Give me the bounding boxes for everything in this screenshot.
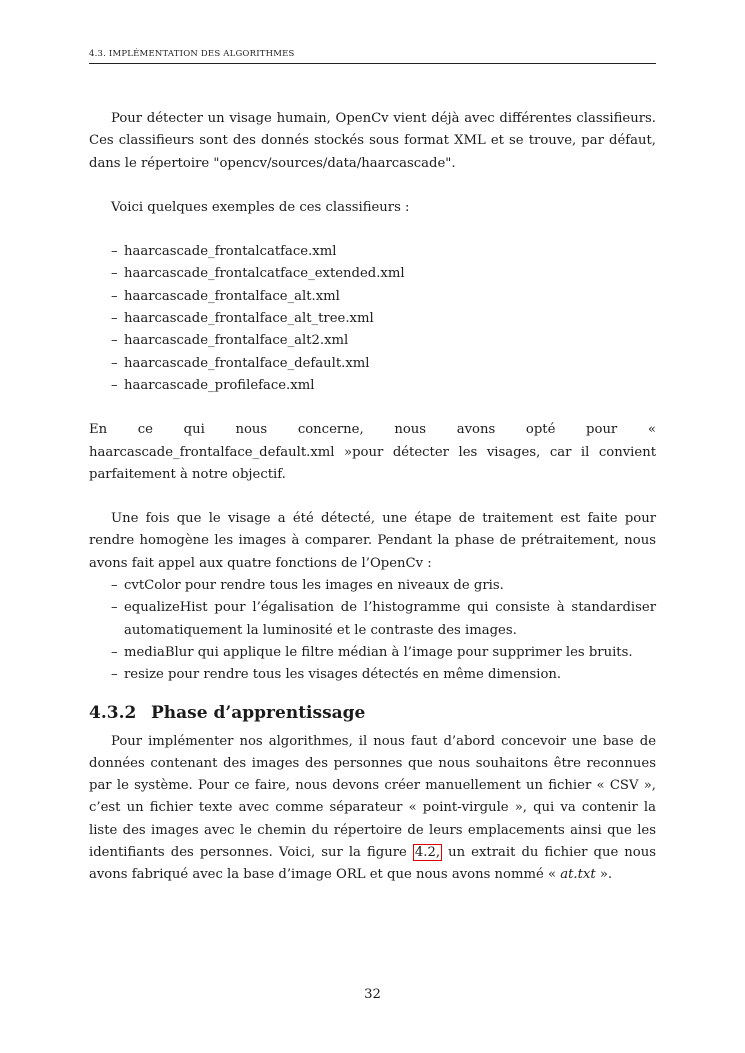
- list-item: – haarcascade_frontalcatface_extended.xml: [111, 263, 656, 285]
- classifier-list: [89, 241, 656, 397]
- list-item: – haarcascade_frontalcatface.xml: [111, 241, 656, 263]
- preprocessing-paragraph: Une fois que le visage a été détecté, une étape de traitement est faite pour rendre homogène les images à comparer. Pendant la phase de prétraitement, nous avons fait appel aux quatre fonctions de l’OpenCv :: [89, 511, 656, 571]
- section-title: Phase d’apprentissage: [151, 702, 366, 723]
- page-body: [89, 108, 656, 887]
- list-item: – haarcascade_frontalface_alt.xml: [111, 286, 656, 308]
- figure-link[interactable]: 4.2,: [414, 845, 441, 861]
- running-header: 4.3. IMPLÉMENTATION DES ALGORITHMES: [89, 49, 295, 59]
- list-item: – haarcascade_frontalface_default.xml: [111, 353, 656, 375]
- learning-paragraph: [89, 731, 656, 887]
- paragraph-text: ».: [595, 867, 613, 883]
- list-item: – haarcascade_frontalface_alt2.xml: [111, 330, 656, 352]
- list-item: – equalizeHist pour l’égalisation de l’histogramme qui consiste à standardiser automatiquement la luminosité et le contraste des images.: [111, 597, 656, 642]
- examples-intro: Voici quelques exemples de ces classifieurs :: [111, 199, 410, 215]
- choice-paragraph: En ce qui nous concerne, nous avons opté pour « haarcascade_frontalface_default.xml »pour détecter les visages, car il convient parfaitement à notre objectif.: [89, 422, 656, 482]
- list-item: – haarcascade_frontalface_alt_tree.xml: [111, 308, 656, 330]
- paragraph-text: un extrait du fichier que nous avons fabriqué avec la base d’image ORL et que nous avons nommé «: [89, 845, 657, 883]
- list-item: – resize pour rendre tous les visages détectés en même dimension.: [111, 664, 656, 686]
- list-item: – mediaBlur qui applique le filtre médian à l’image pour supprimer les bruits.: [111, 642, 656, 664]
- page-number: 32: [364, 987, 381, 1002]
- intro-paragraph: Pour détecter un visage humain, OpenCv vient déjà avec différentes classifieurs. Ces classifieurs sont des donnés stockés sous format XML et se trouve, par défaut, dans le répertoire "opencv/sources/data/haarcascade".: [89, 111, 656, 171]
- list-item: – haarcascade_profileface.xml: [111, 375, 656, 397]
- header-rule: [89, 63, 656, 64]
- list-item: – cvtColor pour rendre tous les images en niveaux de gris.: [111, 575, 656, 597]
- filename: at.txt: [560, 867, 596, 883]
- function-list: [89, 575, 656, 686]
- section-heading: [89, 701, 656, 725]
- paragraph-text: Pour implémenter nos algorithmes, il nous faut d’abord concevoir une base de données contenant des images des personnes que nous souhaitons être reconnues par le système. Pour ce faire, nous devons créer manuellement un fichier « CSV », c’est un fichier texte avec comme séparateur « point-virgule », qui va contenir la liste des images avec le chemin du répertoire de leurs emplacements ainsi que les identifiants des personnes. Voici, sur la figure: [89, 733, 656, 861]
- section-number: 4.3.2: [89, 702, 137, 723]
